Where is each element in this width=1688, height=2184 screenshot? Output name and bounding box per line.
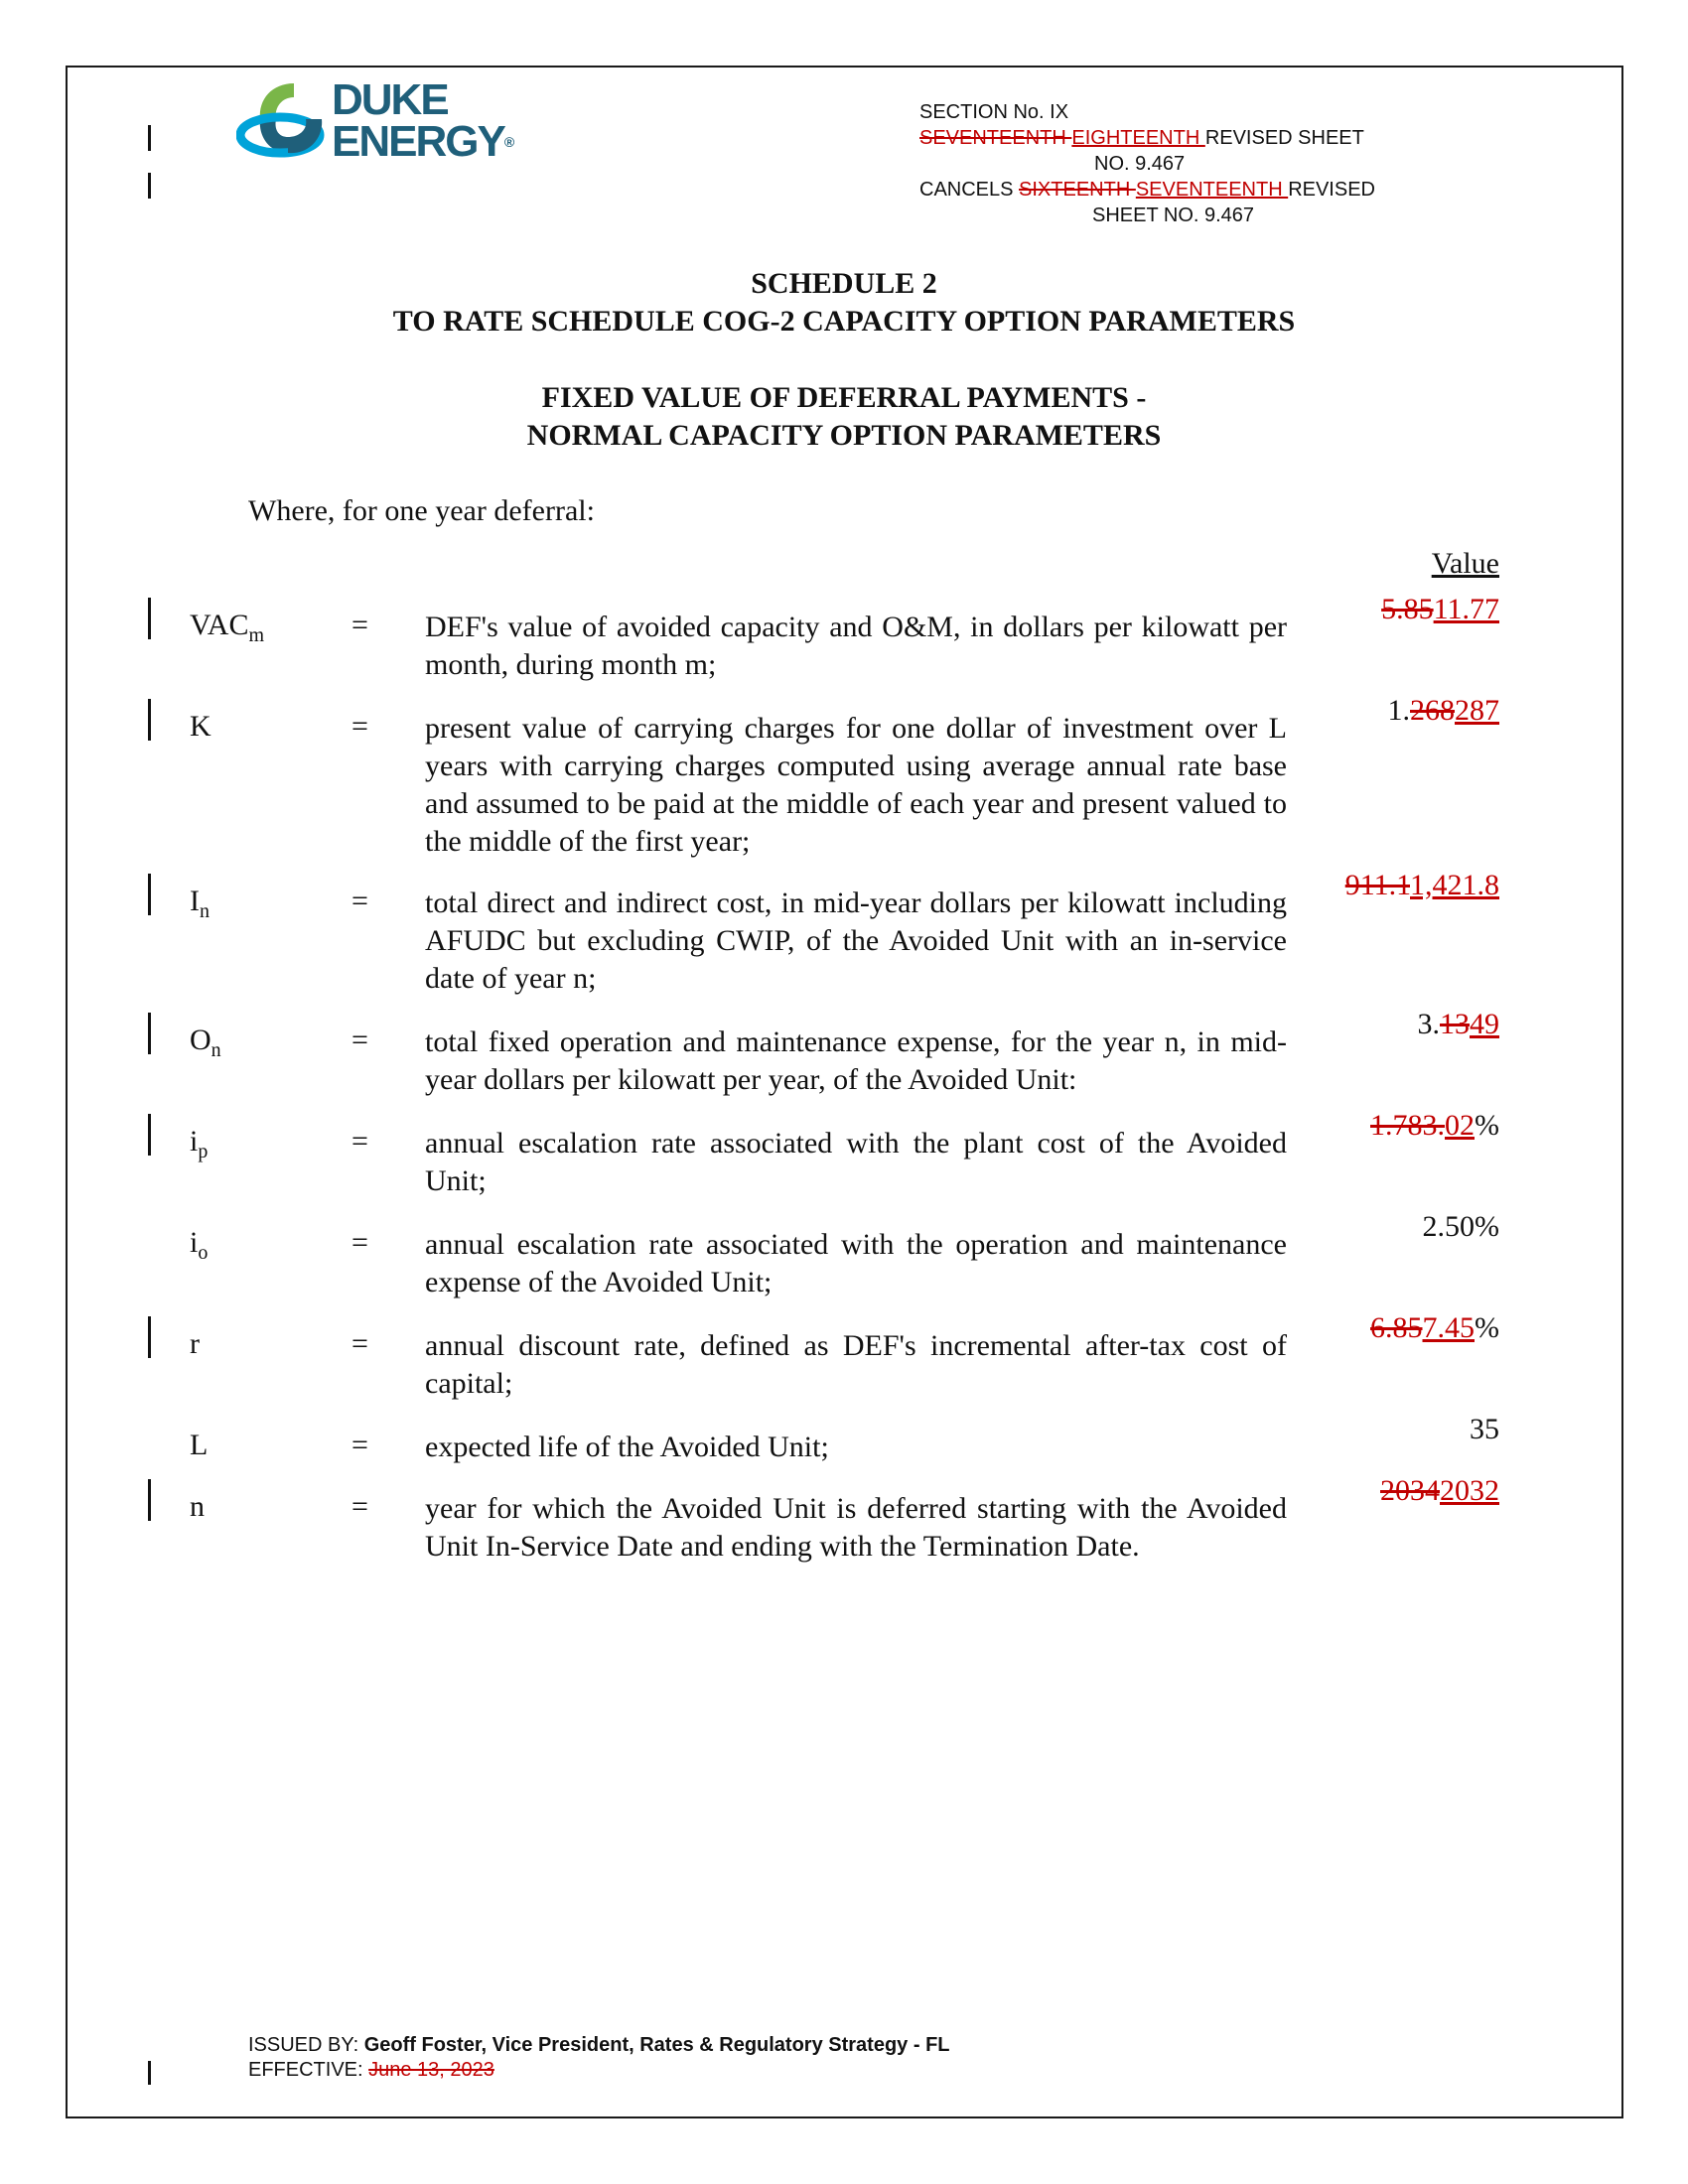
parameter-value: 5.8511.77 — [1381, 593, 1499, 625]
schedule-title: SCHEDULE 2 — [751, 267, 937, 300]
parameter-symbol: L — [190, 1429, 209, 1461]
parameter-value: 2.50% — [1422, 1210, 1499, 1243]
logo-wordmark — [332, 75, 515, 166]
revision-bar — [148, 1114, 151, 1156]
sheet-header — [919, 99, 1375, 228]
revision-bar — [148, 598, 151, 639]
revision-bar — [148, 1013, 151, 1054]
equals-sign: = — [352, 1327, 368, 1360]
parameter-symbol: $i_p$ — [190, 1125, 209, 1162]
revised-sheet-label: REVISED SHEET — [1204, 127, 1364, 149]
parameter-symbol: $VAC_m$ — [190, 609, 265, 646]
revision-bar — [148, 125, 151, 151]
parameter-description: year for which the Avoided Unit is deferred starting with the Avoided Unit In-Service Date and ending with the Termination Date. — [425, 1492, 1287, 1563]
parameter-description: DEF's value of avoided capacity and O&M, in dollars per kilowatt per month, during month m; — [425, 611, 1287, 681]
revision-bar — [148, 1479, 151, 1521]
logo-text-energy: ENERGY — [332, 117, 504, 166]
duke-energy-logo — [236, 75, 534, 179]
parameter-description: annual escalation rate associated with the operation and maintenance expense of the Avoided Unit; — [425, 1228, 1287, 1298]
parameter-description: present value of carrying charges for one dollar of investment over L years with carrying charges computed using average annual rate base and assumed to be paid at the middle of each year and present valued to the middle of the first year; — [425, 712, 1287, 858]
effective-date-deleted: June 13, 2023 — [368, 2059, 494, 2081]
revision-bar — [148, 874, 151, 915]
cancels-label: CANCELS — [919, 179, 1020, 201]
revised-label: REVISED — [1288, 179, 1375, 201]
section-title: FIXED VALUE OF DEFERRAL PAYMENTS - — [541, 381, 1147, 414]
parameter-symbol: K — [190, 710, 211, 743]
logo-registered-mark: ® — [503, 134, 515, 150]
equals-sign: = — [352, 1125, 368, 1158]
duke-energy-mark-icon — [236, 79, 328, 175]
parameter-description: total direct and indirect cost, in mid-year dollars per kilowatt including AFUDC but excluding CWIP, of the Avoided Unit with an in-service date of year n; — [425, 887, 1287, 995]
parameter-symbol: n — [190, 1490, 205, 1523]
parameter-symbol: r — [190, 1327, 200, 1360]
deleted-revision: SIXTEENTH — [1019, 179, 1136, 201]
effective-label: EFFECTIVE: — [248, 2059, 369, 2081]
equals-sign: = — [352, 885, 368, 917]
inserted-revision: SEVENTEENTH — [1135, 179, 1289, 201]
parameter-symbol: $I_n$ — [190, 885, 210, 922]
parameter-symbol: $O_n$ — [190, 1024, 221, 1061]
deleted-revision: SEVENTEENTH — [919, 127, 1072, 149]
value-column-header: Value — [1431, 547, 1499, 580]
equals-sign: = — [352, 1490, 368, 1523]
issuance-footer — [248, 2033, 950, 2083]
revision-bar — [148, 173, 151, 199]
parameter-description: total fixed operation and maintenance expense, for the year n, in mid-year dollars per kilowatt per year, of the Avoided Unit: — [425, 1025, 1287, 1096]
section-subtitle: NORMAL CAPACITY OPTION PARAMETERS — [526, 419, 1162, 452]
logo-text-duke: DUKE — [332, 75, 448, 124]
parameter-symbol: $i_o$ — [190, 1226, 209, 1264]
parameter-value: 1.268287 — [1387, 694, 1499, 727]
revision-bar — [148, 1316, 151, 1358]
revision-bar — [148, 2061, 151, 2085]
cancelled-sheet-number: SHEET NO. 9.467 — [1092, 205, 1255, 226]
parameter-value: 6.857.45% — [1370, 1311, 1499, 1344]
revision-bar — [148, 699, 151, 741]
intro-text: Where, for one year deferral: — [248, 494, 595, 527]
parameter-value: 911.11,421.8 — [1344, 869, 1499, 901]
equals-sign: = — [352, 710, 368, 743]
issued-by-name: Geoff Foster, Vice President, Rates & Regulatory Strategy - FL — [363, 2034, 950, 2056]
parameter-value: 1.783.02% — [1370, 1109, 1499, 1142]
equals-sign: = — [352, 1226, 368, 1259]
section-number: SECTION No. IX — [919, 101, 1069, 123]
parameter-value: 20342032 — [1380, 1474, 1499, 1507]
parameter-value: 3.1349 — [1417, 1008, 1499, 1040]
parameter-description: expected life of the Avoided Unit; — [425, 1431, 829, 1463]
equals-sign: = — [352, 1429, 368, 1461]
equals-sign: = — [352, 609, 368, 641]
sheet-number: NO. 9.467 — [1094, 153, 1186, 175]
schedule-subtitle: TO RATE SCHEDULE COG-2 CAPACITY OPTION PARAMETERS — [392, 305, 1296, 338]
parameter-description: annual discount rate, defined as DEF's incremental after-tax cost of capital; — [425, 1329, 1287, 1400]
inserted-revision: EIGHTEENTH — [1071, 127, 1205, 149]
parameter-description: annual escalation rate associated with the plant cost of the Avoided Unit; — [425, 1127, 1287, 1197]
equals-sign: = — [352, 1024, 368, 1056]
issued-by-label: ISSUED BY: — [248, 2034, 364, 2056]
parameter-value: 35 — [1470, 1413, 1499, 1445]
